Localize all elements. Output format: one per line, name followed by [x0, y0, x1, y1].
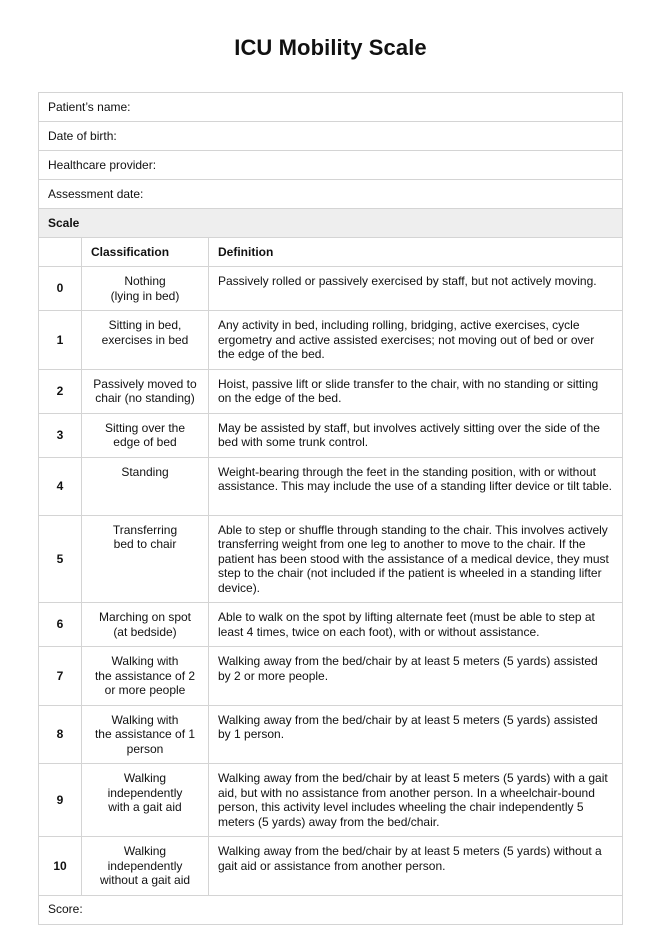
scale-level: 3 [39, 413, 82, 457]
scale-row [39, 369, 623, 413]
scale-level: 10 [39, 837, 82, 896]
score-field[interactable]: Score: [39, 895, 623, 924]
score-row [39, 895, 623, 924]
column-header-row [39, 238, 623, 267]
scale-definition: Walking away from the bed/chair by at least 5 meters (5 yards) assisted by 2 or more people. [209, 647, 623, 706]
level-column-header [39, 238, 82, 267]
date-of-birth-field[interactable]: Date of birth: [39, 122, 623, 151]
scale-classification: Walking independently without a gait aid [82, 837, 209, 896]
scale-level: 2 [39, 369, 82, 413]
assessment-form [38, 92, 623, 925]
scale-row [39, 647, 623, 706]
scale-classification: Marching on spot (at bedside) [82, 603, 209, 647]
scale-classification: Nothing (lying in bed) [82, 267, 209, 311]
scale-level: 6 [39, 603, 82, 647]
scale-row [39, 267, 623, 311]
date-of-birth-row [39, 122, 623, 151]
scale-level: 8 [39, 705, 82, 764]
scale-definition: Weight-bearing through the feet in the standing position, with or without assistance. This may include the use of a standing lifter device or tilt table. [209, 457, 623, 515]
scale-definition: Walking away from the bed/chair by at least 5 meters (5 yards) assisted by 1 person. [209, 705, 623, 764]
scale-level: 7 [39, 647, 82, 706]
scale-row [39, 457, 623, 515]
definition-column-header: Definition [209, 238, 623, 267]
scale-row [39, 311, 623, 370]
scale-definition: Any activity in bed, including rolling, bridging, active exercises, cycle ergometry and active assisted exercises; not moving out of bed or over the edge of the bed. [209, 311, 623, 370]
classification-column-header: Classification [82, 238, 209, 267]
scale-classification: Walking with the assistance of 1 person [82, 705, 209, 764]
scale-row [39, 413, 623, 457]
scale-definition: Able to walk on the spot by lifting alternate feet (must be able to step at least 4 times, twice on each foot), with or without assistance. [209, 603, 623, 647]
scale-classification: Sitting in bed, exercises in bed [82, 311, 209, 370]
scale-classification: Walking independently with a gait aid [82, 764, 209, 837]
scale-definition: May be assisted by staff, but involves actively sitting over the side of the bed with some trunk control. [209, 413, 623, 457]
scale-row [39, 837, 623, 896]
scale-definition: Walking away from the bed/chair by at least 5 meters (5 yards) with a gait aid, but with no assistance from another person. In a wheelchair-bound person, this activity level includes wheeling the chair independently 5 meters (5 yards) away from the bed/chair. [209, 764, 623, 837]
scale-classification: Standing [82, 457, 209, 515]
assessment-date-row [39, 180, 623, 209]
scale-classification: Transferring bed to chair [82, 515, 209, 603]
scale-level: 9 [39, 764, 82, 837]
assessment-date-field[interactable]: Assessment date: [39, 180, 623, 209]
scale-row [39, 515, 623, 603]
patient-name-row [39, 93, 623, 122]
scale-level: 5 [39, 515, 82, 603]
scale-heading: Scale [39, 209, 623, 238]
healthcare-provider-field[interactable]: Healthcare provider: [39, 151, 623, 180]
scale-level: 1 [39, 311, 82, 370]
scale-definition: Able to step or shuffle through standing to the chair. This involves actively transferring weight from one leg to another to move to the chair. If the patient has been stood with the assistance of a medical device, they must step to the chair (not included if the patient is wheeled in a standing lifter device). [209, 515, 623, 603]
page-title: ICU Mobility Scale [234, 35, 427, 60]
scale-level: 4 [39, 457, 82, 515]
scale-row [39, 705, 623, 764]
scale-definition: Walking away from the bed/chair by at least 5 meters (5 yards) without a gait aid or assistance from another person. [209, 837, 623, 896]
scale-row [39, 603, 623, 647]
scale-definition: Hoist, passive lift or slide transfer to the chair, with no standing or sitting on the edge of the bed. [209, 369, 623, 413]
scale-classification: Passively moved to chair (no standing) [82, 369, 209, 413]
scale-heading-row [39, 209, 623, 238]
healthcare-provider-row [39, 151, 623, 180]
scale-level: 0 [39, 267, 82, 311]
patient-name-field[interactable]: Patient’s name: [39, 93, 623, 122]
scale-definition: Passively rolled or passively exercised by staff, but not actively moving. [209, 267, 623, 311]
scale-row [39, 764, 623, 837]
scale-classification: Walking with the assistance of 2 or more people [82, 647, 209, 706]
scale-classification: Sitting over the edge of bed [82, 413, 209, 457]
